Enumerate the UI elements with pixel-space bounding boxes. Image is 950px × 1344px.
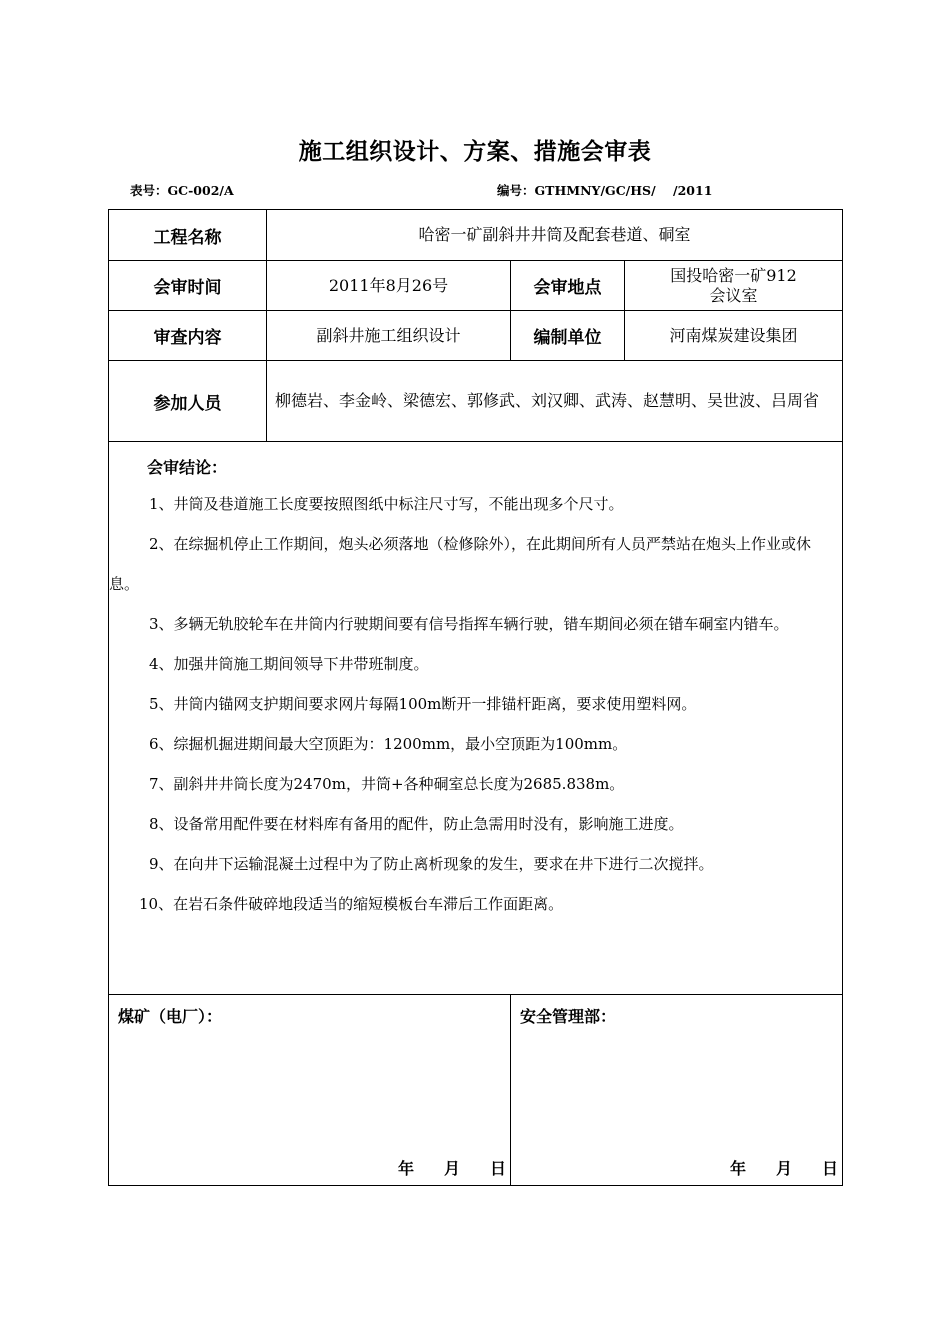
form-number: 表号：GC-002/A — [130, 183, 234, 198]
conclusion-item: 4、加强井筒施工期间领导下井带班制度。 — [149, 655, 429, 673]
conclusion-title: 会审结论： — [147, 458, 228, 477]
project-name-label: 工程名称 — [109, 210, 267, 261]
conclusion-item: 8、设备常用配件要在材料库有备用的配件，防止急需用时没有，影响施工进度。 — [149, 815, 684, 833]
date-day: 日 — [822, 1159, 839, 1178]
coal-mine-signature-cell — [109, 995, 511, 1186]
review-content-label: 审查内容 — [109, 311, 267, 361]
review-place-line1: 国投哈密一矿912 — [670, 265, 797, 285]
safety-dept-date — [700, 1156, 838, 1179]
serial-number: 编号：GTHMNY/GC/HS/ /2011 — [497, 183, 713, 198]
conclusion-item: 9、在向井下运输混凝土过程中为了防止离析现象的发生，要求在井下进行二次搅拌。 — [149, 855, 714, 873]
review-time-value: 2011年8月26号 — [267, 261, 511, 311]
conclusion-item: 3、多辆无轨胶轮车在井筒内行驶期间要有信号指挥车辆行驶，错车期间必须在错车硐室内错车。 — [149, 615, 789, 633]
review-time-label: 会审时间 — [109, 261, 267, 311]
compiler-label: 编制单位 — [511, 311, 625, 361]
review-place-label: 会审地点 — [511, 261, 625, 311]
conclusion-items — [109, 484, 842, 924]
conclusion-item: 5、井筒内锚网支护期间要求网片每隔100m断开一排锚杆距离，要求使用塑料网。 — [149, 695, 697, 713]
conclusion-item: 7、副斜井井筒长度为2470m，井筒+各种硐室总长度为2685.838m。 — [149, 775, 625, 793]
conclusion-item: 2、在综掘机停止工作期间，炮头必须落地（检修除外），在此期间所有人员严禁站在炮头上作业或休息。 — [109, 535, 812, 593]
coal-mine-label: 煤矿（电厂）： — [118, 1007, 223, 1026]
review-place-value — [625, 261, 843, 311]
review-content-value: 副斜井施工组织设计 — [267, 311, 511, 361]
review-form-table — [108, 209, 843, 1186]
date-year: 年 — [729, 1159, 746, 1178]
safety-dept-label: 安全管理部： — [520, 1007, 617, 1026]
conclusion-item: 10、在岩石条件破碎地段适当的缩短模板台车滞后工作面距离。 — [139, 895, 564, 913]
review-place-line2: 会议室 — [709, 285, 758, 305]
date-month: 月 — [443, 1159, 460, 1178]
compiler-value: 河南煤炭建设集团 — [625, 311, 843, 361]
safety-dept-signature-cell — [511, 995, 843, 1186]
review-conclusion — [109, 442, 843, 995]
date-year: 年 — [397, 1159, 414, 1178]
project-name-value: 哈密一矿副斜井井筒及配套巷道、硐室 — [267, 210, 843, 261]
participants-value: 柳德岩、李金岭、梁德宏、郭修武、刘汉卿、武涛、赵慧明、吴世波、吕周省 — [267, 361, 843, 442]
conclusion-item: 6、综掘机掘进期间最大空顶距为：1200mm，最小空顶距为100mm。 — [149, 735, 628, 753]
date-month: 月 — [775, 1159, 792, 1178]
date-day: 日 — [489, 1159, 506, 1178]
conclusion-item: 1、井筒及巷道施工长度要按照图纸中标注尺寸写，不能出现多个尺寸。 — [149, 495, 624, 513]
coal-mine-date — [368, 1156, 506, 1179]
participants-label: 参加人员 — [109, 361, 267, 442]
page-title: 施工组织设计、方案、措施会审表 — [298, 138, 652, 165]
